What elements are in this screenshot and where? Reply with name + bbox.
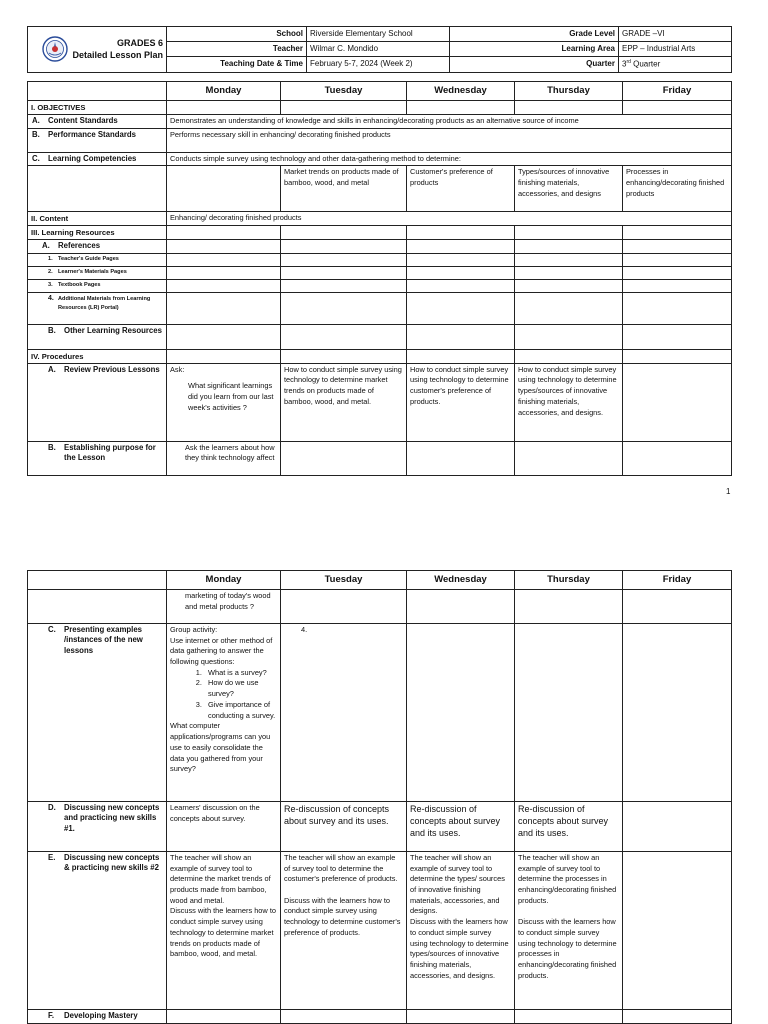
- performance-standards-label: B. Performance Standards: [28, 128, 167, 152]
- header-table: [27, 26, 732, 73]
- presenting-tuesday: 4.: [281, 623, 407, 801]
- discussing1-thursday: Re-discussion of concepts about survey and its uses.: [515, 801, 623, 851]
- date-label: Teaching Date & Time: [167, 57, 307, 73]
- survey-questions-list: [170, 668, 277, 722]
- day-header-friday: Friday: [623, 571, 732, 590]
- competency-thursday: Types/sources of innovative finishing materials, accessories, and designs: [515, 166, 623, 212]
- procedures-heading: IV. Procedures: [28, 349, 167, 363]
- review-thursday: How to conduct simple survey using technology to determine types/sources of innovative finishing materials, accessories, and designs.: [515, 363, 623, 441]
- learning-resources-heading: III. Learning Resources: [28, 226, 167, 240]
- school-value: Riverside Elementary School: [307, 27, 450, 42]
- day-header-wednesday: Wednesday: [407, 82, 515, 101]
- ref-learners-materials: 2. Learner's Materials Pages: [28, 266, 167, 279]
- discussing-skills-2-label: E. Discussing new concepts & practicing new skills #2: [28, 851, 167, 1009]
- survey-question: 2. How do we use survey?: [204, 678, 277, 699]
- survey-question: 1. What is a survey?: [204, 668, 277, 679]
- ref-teachers-guide: 1. Teacher's Guide Pages: [28, 253, 167, 266]
- grade-title: GRADES 6: [116, 38, 163, 49]
- day-header-thursday: Thursday: [515, 571, 623, 590]
- discussing-skills-1-label: D. Discussing new concepts and practicing new skills #1.: [28, 801, 167, 851]
- ref-textbook-pages: 3. Textbook Pages: [28, 279, 167, 292]
- discussing2-tuesday: The teacher will show an example of survey tool to determine the costumer's preference of products. Discuss with the learners how to conduct simple survey using technology to determine customer's preference of products.: [281, 851, 407, 1009]
- review-tuesday: How to conduct simple survey using technology to determine market trends on products made of bamboo, wood, and metal.: [281, 363, 407, 441]
- content-standards-label: A. Content Standards: [28, 114, 167, 128]
- discussing2-wednesday: The teacher will show an example of survey tool to determine the types/ sources of innovative finishing materials, accessories, and designs. Discuss with the learners how to conduct simple survey using technology to determine types/sources of innovative finishing materials, accessories, and designs.: [407, 851, 515, 1009]
- establishing-purpose-label: B. Establishing purpose for the Lesson: [28, 441, 167, 475]
- discussing2-monday: The teacher will show an example of survey tool to determine the market trends of products made from bamboo, wood and metal. Discuss with the learners how to conduct simple survey using technology to determine market trends on products made of bamboo, wood, and metal.: [167, 851, 281, 1009]
- references-label: A. References: [28, 240, 167, 254]
- discussing2-thursday: The teacher will show an example of survey tool to determine the processes in enhancing/decorating finished products. Discuss with the learners how to conduct simple survey using technology to determine processes in enhancing/decorating finished products.: [515, 851, 623, 1009]
- content-heading: II. Content: [28, 212, 167, 226]
- competency-tuesday: Market trends on products made of bamboo, wood, and metal: [281, 166, 407, 212]
- learning-competencies-label: C. Learning Competencies: [28, 152, 167, 166]
- purpose-monday: Ask the learners about how they think technology affect: [167, 441, 281, 475]
- teacher-value: Wilmar C. Mondido: [307, 42, 450, 57]
- learning-area-label: Learning Area: [450, 42, 619, 57]
- quarter-label: Quarter: [450, 57, 619, 73]
- ref-additional-materials: 4. Additional Materials from Learning Resources (LR) Portal): [28, 292, 167, 324]
- page-number: 1: [726, 487, 731, 496]
- learning-area-value: EPP – Industrial Arts: [619, 42, 732, 57]
- plan-title-cell: [28, 27, 167, 73]
- content-standards-text: Demonstrates an understanding of knowledge and skills in enhancing/decorating products as an alternative source of income: [167, 114, 732, 128]
- plan-title: Detailed Lesson Plan: [72, 50, 163, 61]
- discussing1-monday: Learners' discussion on the concepts about survey.: [167, 801, 281, 851]
- day-header-tuesday: Tuesday: [281, 571, 407, 590]
- day-header-friday: Friday: [623, 82, 732, 101]
- learning-competencies-text: Conducts simple survey using technology and other data-gathering method to determine:: [167, 152, 732, 166]
- date-value: February 5-7, 2024 (Week 2): [307, 57, 450, 73]
- competency-friday: Processes in enhancing/decorating finished products: [623, 166, 732, 212]
- objectives-heading: I. OBJECTIVES: [28, 100, 167, 114]
- grade-level-value: GRADE –VI: [619, 27, 732, 42]
- day-header-monday: Monday: [167, 82, 281, 101]
- performance-standards-text: Performs necessary skill in enhancing/ decorating finished products: [167, 128, 732, 152]
- day-header-wednesday: Wednesday: [407, 571, 515, 590]
- discussing1-wednesday: Re-discussion of concepts about survey and its uses.: [407, 801, 515, 851]
- deped-seal-logo: [42, 36, 68, 62]
- day-header-monday: Monday: [167, 571, 281, 590]
- review-wednesday: How to conduct simple survey using technology to determine customer's preference of products.: [407, 363, 515, 441]
- teacher-label: Teacher: [167, 42, 307, 57]
- survey-question: 3. Give importance of conducting a survey.: [204, 700, 277, 721]
- presenting-examples-label: C. Presenting examples /instances of the new lessons: [28, 623, 167, 801]
- grade-level-label: Grade Level: [450, 27, 619, 42]
- review-lessons-label: A. Review Previous Lessons: [28, 363, 167, 441]
- competency-wednesday: Customer's preference of products: [407, 166, 515, 212]
- school-label: School: [167, 27, 307, 42]
- lesson-table-page1: [27, 81, 732, 476]
- presenting-monday: Group activity: Use internet or other method of data gathering to answer the following questions: 1. What is a survey? 2. How do we use survey? 3. Give importance of conducting a survey. What computer applications/programs can you use to easily consolidate the data you gathered from your survey?: [167, 623, 281, 801]
- purpose-monday-cont: marketing of today's wood and metal products ?: [167, 589, 281, 623]
- other-resources-label: B. Other Learning Resources: [28, 324, 167, 349]
- lesson-table-page2: [27, 570, 732, 1024]
- quarter-value: 3rd Quarter: [619, 57, 732, 73]
- review-monday: Ask: What significant learnings did you learn from our last week's activities ?: [167, 363, 281, 441]
- day-header-tuesday: Tuesday: [281, 82, 407, 101]
- content-text: Enhancing/ decorating finished products: [167, 212, 732, 226]
- developing-mastery-label: F. Developing Mastery: [28, 1009, 167, 1023]
- day-header-thursday: Thursday: [515, 82, 623, 101]
- discussing1-tuesday: Re-discussion of concepts about survey and its uses.: [281, 801, 407, 851]
